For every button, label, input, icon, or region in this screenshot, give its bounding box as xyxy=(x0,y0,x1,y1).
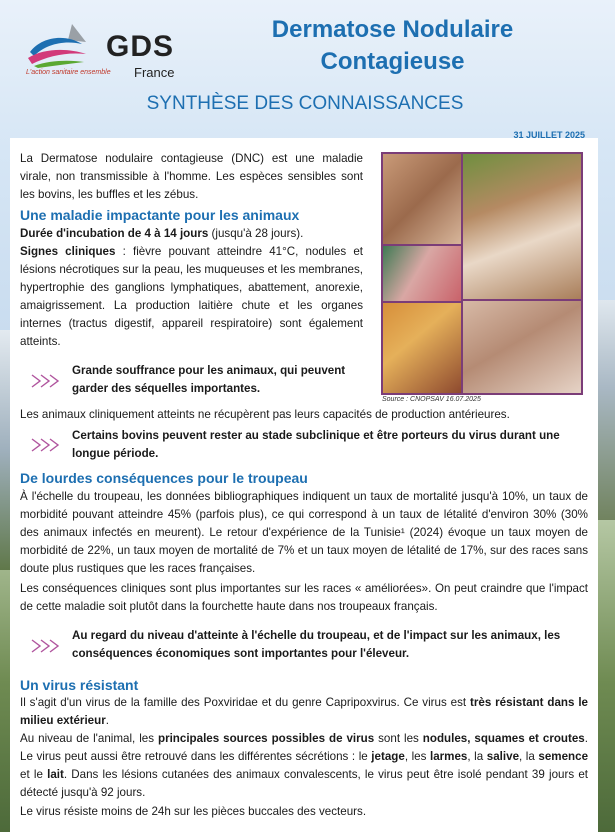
virus-paragraph-1 xyxy=(20,694,588,730)
virus-text: . Le virus peut aussi être retrouvé dans les différentes sécrétions : le xyxy=(20,732,588,763)
virus-text: , la xyxy=(519,750,539,763)
virus-text: sont les xyxy=(374,732,423,745)
photo-source: Source : CNOPSAV 16.07.2025 xyxy=(382,396,481,403)
incubation-label: Durée d'incubation de 4 à 14 jours xyxy=(20,227,209,240)
logo-text: GDS xyxy=(106,30,175,63)
photo-mucosa xyxy=(383,303,461,393)
virus-text: , la xyxy=(467,750,487,763)
recovery-text: Les animaux cliniquement atteints ne récupèrent pas leurs capacités de production antérieures. xyxy=(20,408,510,421)
herd-paragraph-1: À l'échelle du troupeau, les données bibliographiques indiquent un taux de mortalité jusqu'à 10%, un taux de morbidité pouvant atteindre 45% (parfois plus), ce qui correspond à un taux de létalité d'environ 30% (30% des animaux infectés en meurent). Le retour d'expérience de la Tunisie¹ (2024) évoque un taux moyen de morbidité de 22%, un taux moyen de mortalité de 7% et un taux moyen de létalité de 17%, sur des races sans doute plus rustiques que les races françaises. xyxy=(20,490,588,575)
photo-muzzle xyxy=(383,246,461,301)
title-line-2: Contagieuse xyxy=(320,48,465,75)
herd-paragraph-2: Les conséquences cliniques sont plus importantes sur les races « améliorées». On peut craindre que l'impact de cette maladie soit plutôt dans la fourchette haute dans nos troupeaux français. xyxy=(20,582,588,613)
virus-text: Au niveau de l'animal, les xyxy=(20,732,158,745)
virus-text-bold: très résistant dans le milieu extérieur xyxy=(20,696,588,727)
logo-country: France xyxy=(134,65,175,80)
photo-skin-nodules xyxy=(383,154,461,244)
lesion-photo-collage xyxy=(381,152,583,395)
chevron-arrow-icon xyxy=(30,437,66,453)
photo-udder xyxy=(463,301,581,393)
title-line-1: Dermatose Nodulaire xyxy=(271,16,514,43)
virus-text: , les xyxy=(404,750,430,763)
section-heading-herd: De lourdes conséquences pour le troupeau xyxy=(20,470,308,486)
virus-text-bold: jetage xyxy=(371,750,405,763)
virus-text-bold: salive xyxy=(486,750,520,763)
section-heading-virus: Un virus résistant xyxy=(20,677,139,693)
page-subtitle: SYNTHÈSE DES CONNAISSANCES xyxy=(146,93,464,114)
virus-text-bold: principales sources possibles de virus xyxy=(157,732,375,745)
gds-logo xyxy=(22,22,187,82)
virus-text-bold: lait xyxy=(47,768,64,781)
callout-subclinical: Certains bovins peuvent rester au stade subclinique et être porteurs du virus durant une longue période. xyxy=(72,429,560,460)
header xyxy=(0,0,615,135)
virus-text: . Dans les lésions cutanées des animaux convalescents, le virus peut être isolé pendant 39 jours et détecté jusqu'à 92 jours. xyxy=(20,768,588,799)
virus-paragraph-3: Le virus résiste moins de 24h sur les pièces buccales des vecteurs. xyxy=(20,805,367,818)
page-title xyxy=(215,14,570,78)
signs-label: Signes cliniques xyxy=(20,245,116,258)
incubation-rest: (jusqu'à 28 jours). xyxy=(208,227,304,240)
publication-date: 31 JUILLET 2025 xyxy=(513,130,585,140)
callout-suffering: Grande souffrance pour les animaux, qui peuvent garder des séquelles importantes. xyxy=(72,364,346,395)
photo-cow-body xyxy=(463,154,581,299)
virus-text-bold: semence xyxy=(538,750,589,763)
intro-paragraph: La Dermatose nodulaire contagieuse (DNC) est une maladie virale, non transmissible à l'homme. Les espèces sensibles sont les bovins, les buffles et les zébus. xyxy=(20,152,363,201)
clinical-paragraph xyxy=(20,225,363,351)
virus-paragraph-2 xyxy=(20,730,588,802)
chevron-arrow-icon xyxy=(30,373,66,389)
virus-text-bold: nodules, squames et croutes xyxy=(422,732,585,745)
virus-text: . xyxy=(105,714,109,727)
signs-text: : fièvre pouvant atteindre 41°C, nodules et lésions nécrotiques sur la peau, les muqueuses et les membranes, hypertrophie des ganglions lymphatiques, abattement, anorexie, amaigrissement. La production laitière chute et les organes internes (tractus digestif, appareil respiratoire) sont également atteints. xyxy=(20,245,363,348)
virus-text-bold: larmes xyxy=(430,750,468,763)
logo-tagline: L'action sanitaire ensemble xyxy=(26,69,111,76)
section-heading-animals: Une maladie impactante pour les animaux xyxy=(20,207,300,223)
virus-text: et le xyxy=(20,768,48,781)
virus-text: Il s'agit d'un virus de la famille des Poxviridae et du genre Capripoxvirus. Ce virus est xyxy=(20,696,471,709)
chevron-arrow-icon xyxy=(30,638,66,654)
callout-economic: Au regard du niveau d'atteinte à l'échelle du troupeau, et de l'impact sur les animaux, les conséquences économiques sont importantes pour l'éleveur. xyxy=(72,629,561,660)
